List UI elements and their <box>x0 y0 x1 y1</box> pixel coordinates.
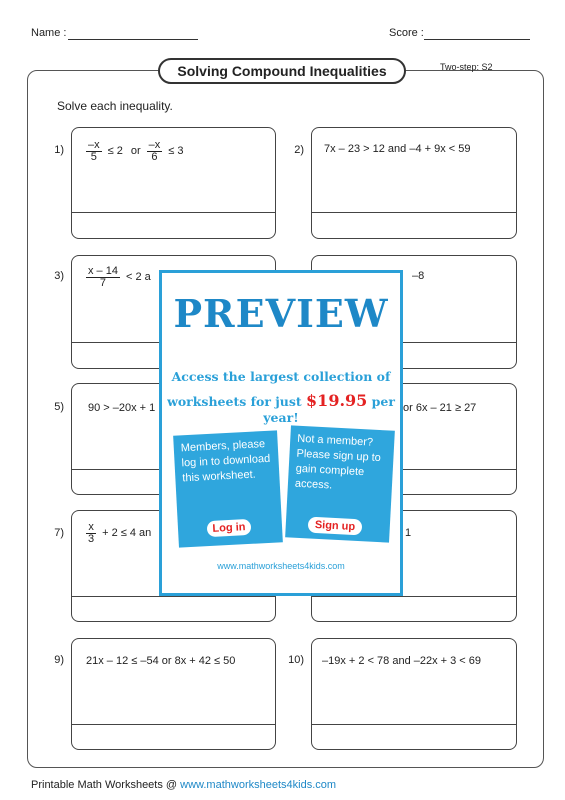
problem-number: 9) <box>54 654 64 666</box>
offer-text-end: per year! <box>263 394 395 425</box>
worksheet-title: Solving Compound Inequalities <box>158 58 406 84</box>
fraction-denominator: 3 <box>88 532 95 545</box>
problem-number: 10) <box>288 654 304 666</box>
preview-overlay <box>159 270 403 596</box>
version-label: Two-step: S2 <box>440 62 493 72</box>
problem-expression <box>84 136 187 166</box>
inequality-part: ≤ 3 <box>168 145 184 157</box>
preview-url[interactable]: www.mathworksheets4kids.com <box>217 561 345 571</box>
problem-expression: 21x – 12 ≤ –54 or 8x + 42 ≤ 50 <box>86 655 236 667</box>
score-label: Score : <box>389 27 424 39</box>
fraction-denominator: 5 <box>90 150 97 163</box>
preview-title: PREVIEW <box>173 291 389 336</box>
inequality-part: + 2 ≤ 4 an <box>102 527 152 539</box>
fraction-numerator: –x <box>88 138 100 151</box>
problem-expression: 90 > –20x + 1 <box>88 402 156 414</box>
problem-expression <box>84 518 155 548</box>
problem-number: 3) <box>54 270 64 282</box>
offer-text: worksheets for just <box>167 394 302 409</box>
problem-expression: –19x + 2 < 78 and –22x + 3 < 69 <box>322 655 482 667</box>
problem-expression: 1 <box>405 527 412 539</box>
name-field[interactable] <box>68 27 198 40</box>
fraction-denominator: 6 <box>151 150 158 163</box>
problem-number: 5) <box>54 401 64 413</box>
fraction-numerator: –x <box>148 138 161 151</box>
fraction-denominator: 7 <box>99 276 107 289</box>
connector-word: or <box>130 145 141 157</box>
nonmember-text: Not a member? Please sign up to gain complete access. <box>294 432 382 492</box>
inequality-part: ≤ 2 <box>107 145 123 157</box>
problem-expression: or 6x – 21 ≥ 27 <box>403 402 477 414</box>
problem-number: 7) <box>54 527 64 539</box>
score-field[interactable] <box>424 27 530 40</box>
signup-button[interactable]: Sign up <box>308 517 363 536</box>
footer <box>31 779 336 791</box>
footer-label: Printable Math Worksheets @ <box>31 779 178 791</box>
footer-url[interactable]: www.mathworksheets4kids.com <box>180 779 337 791</box>
problem-expression: 7x – 23 > 12 and –4 + 9x < 59 <box>324 143 471 155</box>
name-label: Name : <box>31 27 67 39</box>
members-text: Members, please log in to download this worksheet. <box>180 438 271 485</box>
problem-number: 2) <box>294 144 304 156</box>
preview-offer <box>162 391 400 425</box>
inequality-part: < 2 a <box>125 271 151 283</box>
price-text: $19.95 <box>306 391 368 410</box>
fraction-numerator: x – 14 <box>88 264 118 277</box>
preview-tagline: Access the largest collection of <box>171 369 391 384</box>
login-button[interactable]: Log in <box>207 519 252 537</box>
fraction-numerator: x <box>88 520 94 533</box>
instruction-text: Solve each inequality. <box>57 99 173 113</box>
problem-number: 1) <box>54 144 64 156</box>
problem-expression: –8 <box>412 270 425 282</box>
